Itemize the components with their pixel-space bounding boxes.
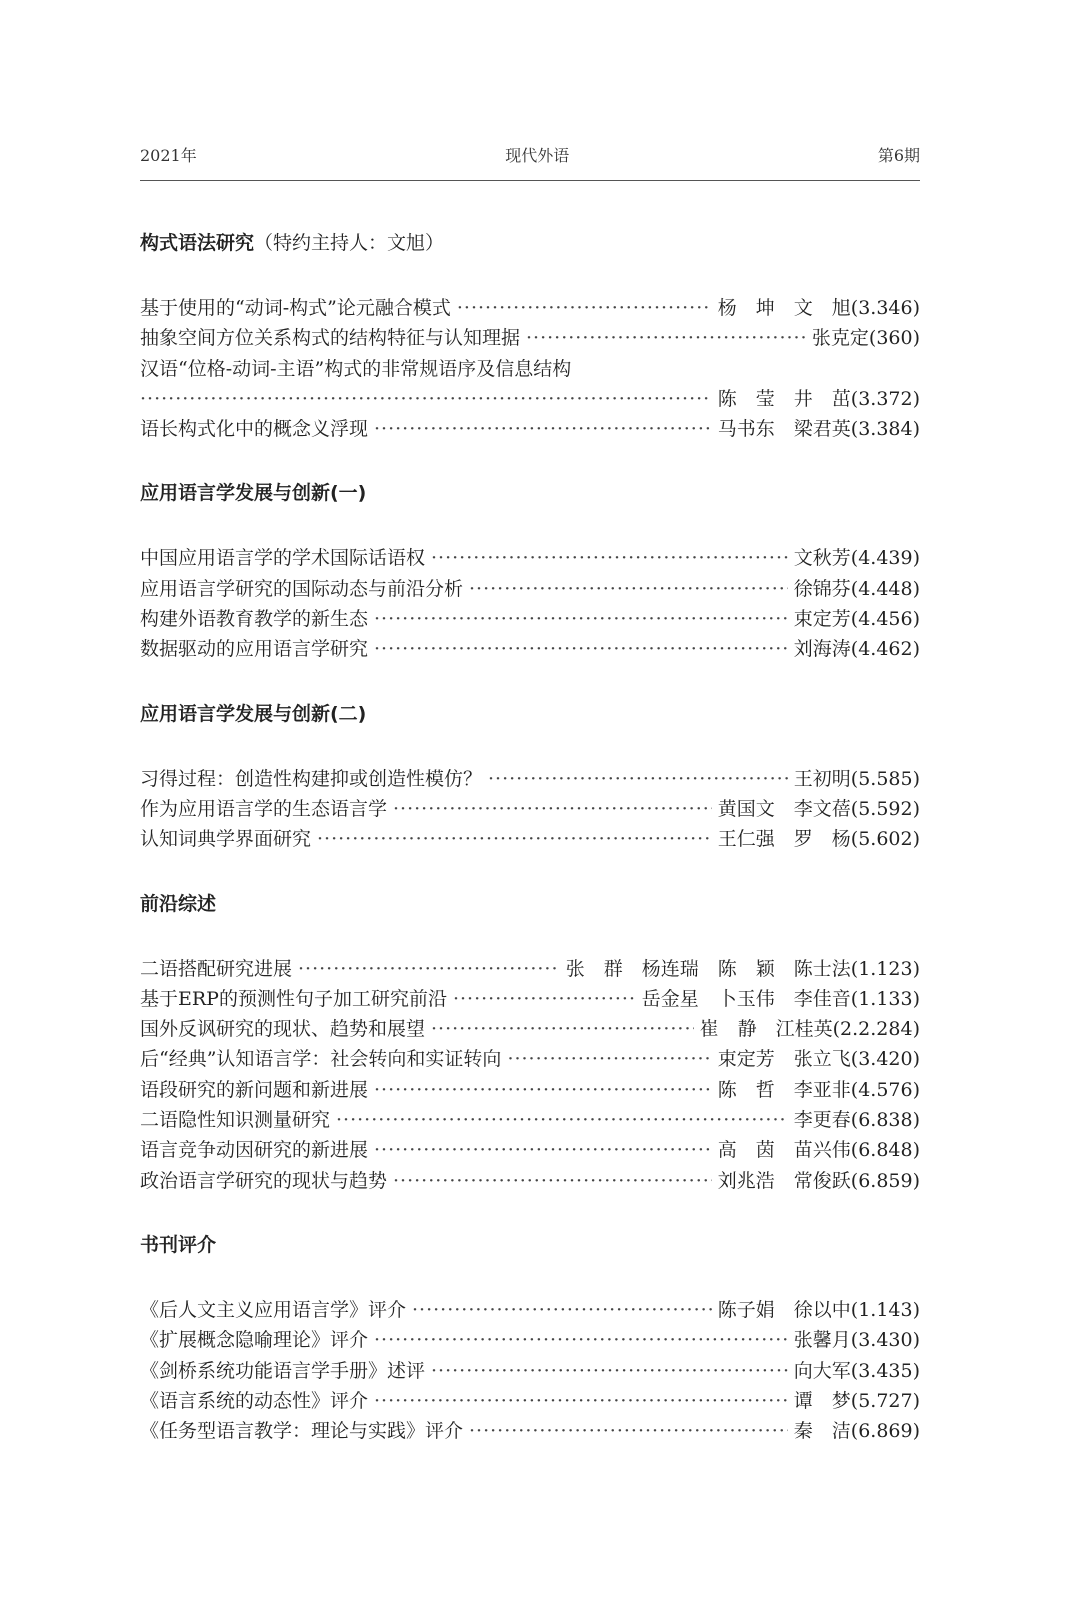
entry-title: 应用语言学研究的国际动态与前沿分析 xyxy=(140,577,464,600)
entry-pages: (3.435) xyxy=(850,1359,920,1382)
toc-entry[interactable] xyxy=(140,1295,920,1325)
section-construction-grammar xyxy=(140,230,920,444)
toc-entry[interactable] xyxy=(140,1044,920,1074)
toc-entry[interactable] xyxy=(140,414,920,444)
toc-entry[interactable] xyxy=(140,293,920,323)
entry-title: 数据驱动的应用语言学研究 xyxy=(140,638,369,661)
entry-pages: (6.869) xyxy=(850,1420,920,1443)
page-header xyxy=(140,143,920,166)
entry-title: 后“经典”认知语言学：社会转向和实证转向 xyxy=(140,1048,502,1071)
section-frontier-review xyxy=(140,891,920,1196)
toc-entry[interactable] xyxy=(140,984,920,1014)
entry-pages: (3.346) xyxy=(850,297,920,319)
section-title: 前沿综述 xyxy=(140,892,217,915)
entry-title: 构建外语教育教学的新生态 xyxy=(140,608,369,631)
dot-leader xyxy=(374,1325,788,1355)
entry-title: 二语隐性知识测量研究 xyxy=(140,1109,331,1132)
entry-authors: 秦 洁 xyxy=(793,1420,851,1443)
entry-title: 作为应用语言学的生态语言学 xyxy=(140,797,388,820)
toc-entry[interactable] xyxy=(140,1075,920,1105)
dot-leader xyxy=(374,1075,712,1105)
dot-leader xyxy=(526,323,806,353)
entry-pages: (5.727) xyxy=(850,1389,920,1412)
entry-authors: 马书东 梁君英 xyxy=(717,418,851,441)
entry-authors: 向大军 xyxy=(793,1359,851,1382)
dot-leader xyxy=(412,1295,712,1325)
entry-pages: (5.585) xyxy=(850,767,920,790)
dot-leader xyxy=(336,1105,788,1135)
dot-leader xyxy=(374,414,712,444)
section-host: （特约主持人：文旭） xyxy=(254,232,445,254)
entry-authors: 王仁强 罗 杨 xyxy=(717,828,851,851)
section-title: 构式语法研究（特约主持人：文旭） xyxy=(140,232,445,254)
entry-title: 《任务型语言教学：理论与实践》评介 xyxy=(140,1420,464,1443)
entry-authors: 束定芳 张立飞 xyxy=(717,1048,851,1071)
entry-pages: (3.420) xyxy=(850,1048,920,1071)
toc-entry[interactable] xyxy=(140,1105,920,1135)
dot-leader xyxy=(488,764,788,794)
entry-authors: 杨 坤 文 旭 xyxy=(717,297,851,319)
section-title: 应用语言学发展与创新(一) xyxy=(140,482,367,505)
header-rule xyxy=(140,180,920,181)
section-applied-linguistics-1 xyxy=(140,480,920,664)
dot-leader xyxy=(374,604,788,634)
toc-entry[interactable] xyxy=(140,764,920,794)
section-title: 应用语言学发展与创新(二) xyxy=(140,702,367,725)
entry-authors: 李更春 xyxy=(793,1109,851,1132)
entry-pages: (2.2.284) xyxy=(832,1018,920,1041)
entry-title: 基于使用的“动词-构式”论元融合模式 xyxy=(140,297,451,319)
section-book-reviews xyxy=(140,1232,920,1446)
entry-authors: 张 群 杨连瑞 陈 颖 陈士法 xyxy=(565,957,851,980)
entry-authors: 谭 梦 xyxy=(793,1389,851,1412)
entry-title: 《剑桥系统功能语言学手册》述评 xyxy=(140,1359,426,1382)
dot-leader xyxy=(457,293,712,323)
dot-leader xyxy=(393,794,712,824)
entry-title: 语言竞争动因研究的新进展 xyxy=(140,1139,369,1162)
dot-leader xyxy=(431,543,788,573)
entry-authors: 王初明 xyxy=(793,767,851,790)
toc-entry[interactable] xyxy=(140,574,920,604)
entry-title: 汉语“位格-动词-主语”构式的非常规语序及信息结构 xyxy=(140,357,572,380)
entry-authors: 陈 哲 李亚非 xyxy=(717,1078,851,1101)
entry-pages: (3.384) xyxy=(850,418,920,441)
entry-title: 国外反讽研究的现状、趋势和展望 xyxy=(140,1018,426,1041)
entry-title: 《后人文主义应用语言学》评介 xyxy=(140,1298,407,1321)
section-applied-linguistics-2 xyxy=(140,701,920,855)
toc-entry[interactable] xyxy=(140,1166,920,1196)
entry-title: 二语搭配研究进展 xyxy=(140,957,293,980)
dot-leader xyxy=(374,1135,712,1165)
entry-pages: (1.143) xyxy=(850,1298,920,1321)
entry-pages: (6.848) xyxy=(850,1139,920,1162)
entry-authors: 高 茵 苗兴伟 xyxy=(717,1139,851,1162)
entry-authors: 文秋芳 xyxy=(793,547,851,570)
entry-pages: (1.133) xyxy=(850,987,920,1010)
entry-title: 中国应用语言学的学术国际话语权 xyxy=(140,547,426,570)
entry-authors: 岳金星 卜玉伟 李佳音 xyxy=(641,987,851,1010)
entry-pages: (1.123) xyxy=(850,957,920,980)
toc-entry[interactable] xyxy=(140,1386,920,1416)
toc-entry[interactable] xyxy=(140,604,920,634)
table-of-contents xyxy=(140,230,920,1482)
toc-entry[interactable] xyxy=(140,1416,920,1446)
entry-pages: (6.838) xyxy=(850,1109,920,1132)
dot-leader xyxy=(374,1386,788,1416)
dot-leader xyxy=(298,954,560,984)
entry-authors: 徐锦芬 xyxy=(793,577,851,600)
entry-title: 习得过程：创造性构建抑或创造性模仿？ xyxy=(140,767,483,790)
dot-leader xyxy=(507,1044,711,1074)
entry-title: 《语言系统的动态性》评介 xyxy=(140,1389,369,1412)
toc-entry[interactable] xyxy=(140,794,920,824)
dot-leader xyxy=(469,574,788,604)
entry-pages: (5.592) xyxy=(850,797,920,820)
entry-authors: 崔 静 江桂英 xyxy=(699,1018,833,1041)
entry-pages: (4.576) xyxy=(850,1078,920,1101)
entry-pages: (360) xyxy=(868,327,920,350)
toc-entry[interactable] xyxy=(140,824,920,854)
entry-authors: 张馨月 xyxy=(793,1329,851,1352)
dot-leader xyxy=(453,984,636,1014)
dot-leader xyxy=(374,634,788,664)
section-title: 书刊评介 xyxy=(140,1233,217,1256)
entry-title: 语段研究的新问题和新进展 xyxy=(140,1078,369,1101)
entry-pages: (3.372) xyxy=(850,387,920,410)
entry-title: 语长构式化中的概念义浮现 xyxy=(140,418,369,441)
toc-entry[interactable] xyxy=(140,634,920,664)
entry-pages: (5.602) xyxy=(850,828,920,851)
entry-authors: 刘海涛 xyxy=(793,638,851,661)
toc-entry[interactable] xyxy=(140,1325,920,1355)
toc-entry-continuation xyxy=(140,384,920,414)
entry-title: 基于ERP的预测性句子加工研究前沿 xyxy=(140,987,447,1010)
entry-title: 认知词典学界面研究 xyxy=(140,828,312,851)
header-issue: 第6期 xyxy=(877,146,920,165)
entry-pages: (6.859) xyxy=(850,1169,920,1192)
toc-entry[interactable] xyxy=(140,323,920,353)
header-journal: 现代外语 xyxy=(505,146,570,165)
entry-title: 政治语言学研究的现状与趋势 xyxy=(140,1169,388,1192)
toc-entry[interactable] xyxy=(140,1014,920,1044)
entry-authors: 张克定 xyxy=(811,327,869,350)
entry-authors: 刘兆浩 常俊跃 xyxy=(717,1169,851,1192)
toc-entry[interactable] xyxy=(140,954,920,984)
toc-entry[interactable] xyxy=(140,354,920,384)
entry-authors: 黄国文 李文蓓 xyxy=(717,797,851,820)
entry-title: 《扩展概念隐喻理论》评介 xyxy=(140,1329,369,1352)
entry-pages: (4.439) xyxy=(850,547,920,570)
dot-leader xyxy=(317,824,712,854)
dot-leader xyxy=(431,1014,694,1044)
header-year: 2021年 xyxy=(140,146,197,165)
dot-leader xyxy=(431,1356,788,1386)
entry-pages: (3.430) xyxy=(850,1329,920,1352)
toc-entry[interactable] xyxy=(140,1135,920,1165)
dot-leader xyxy=(469,1416,788,1446)
entry-pages: (4.462) xyxy=(850,638,920,661)
entry-authors: 陈子娟 徐以中 xyxy=(717,1298,851,1321)
dot-leader xyxy=(393,1166,712,1196)
entry-title: 抽象空间方位关系构式的结构特征与认知理据 xyxy=(140,327,521,350)
entry-pages: (4.456) xyxy=(850,608,920,631)
dot-leader xyxy=(140,384,712,414)
entry-pages: (4.448) xyxy=(850,577,920,600)
entry-authors: 束定芳 xyxy=(793,608,851,631)
toc-entry[interactable] xyxy=(140,1356,920,1386)
toc-entry[interactable] xyxy=(140,543,920,573)
entry-authors: 陈 莹 井 茁 xyxy=(717,387,851,410)
